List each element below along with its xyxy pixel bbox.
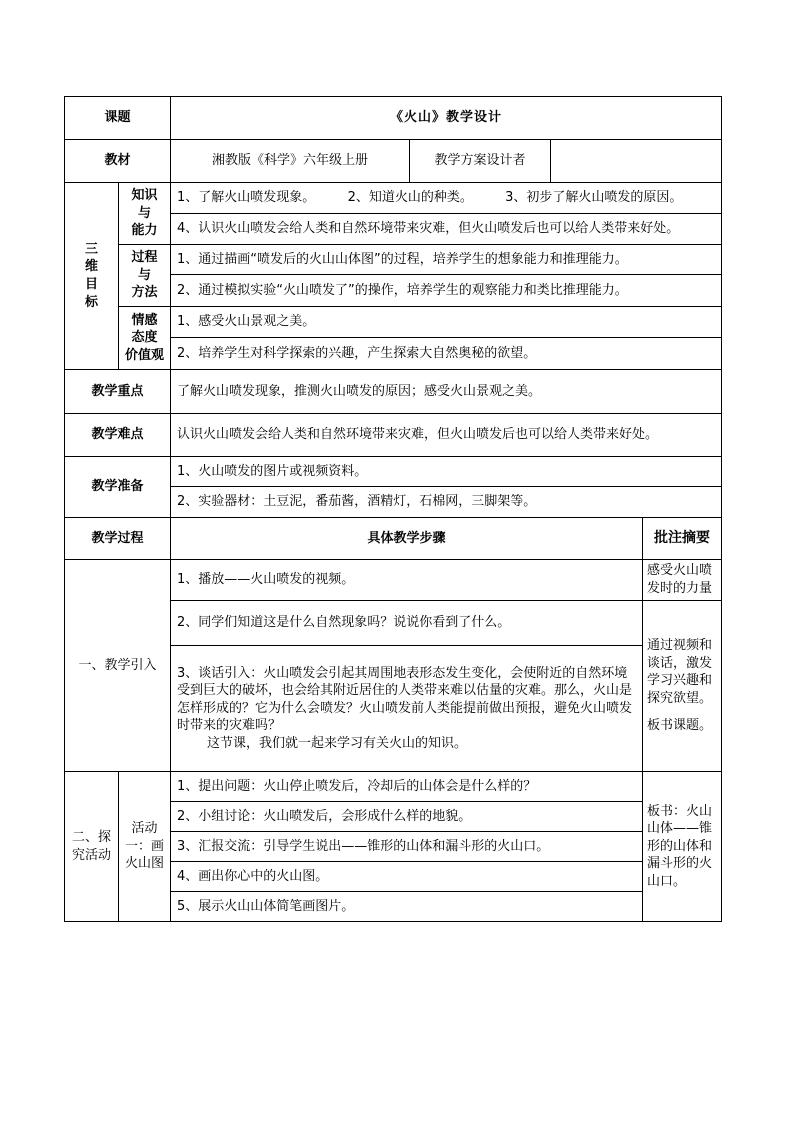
preparation-row-1 xyxy=(65,457,722,487)
side-char: 三 xyxy=(84,241,98,257)
explore-activity-label: 活动一：画火山图 xyxy=(119,772,171,922)
process-item: 2、通过模拟实验“火山喷发了”的操作，培养学生的观察能力和类比推理能力。 xyxy=(171,275,722,307)
intro-step: 2、同学们知道这是什么自然现象吗？说说你看到了什么。 xyxy=(171,601,643,646)
knowledge-label-line: 与 xyxy=(138,205,152,221)
intro-note-text: 通过视频和谈话，激发学习兴趣和探究欲望。 xyxy=(647,638,713,706)
emotion-item: 2、培养学生对科学探索的兴趣，产生探索大自然奥秘的欲望。 xyxy=(171,338,722,370)
process-label-line: 方法 xyxy=(131,285,158,301)
emotion-label xyxy=(119,307,171,370)
preparation-item: 2、实验器材：土豆泥，番茄酱，酒精灯，石棉网，三脚架等。 xyxy=(171,487,722,518)
explore-step: 2、小组讨论：火山喷发后，会形成什么样的地貌。 xyxy=(171,802,643,832)
intro-note-text: 板书课题。 xyxy=(647,718,713,734)
process-row-1 xyxy=(65,245,722,275)
intro-section-label: 一、教学引入 xyxy=(65,560,171,772)
process-item: 1、通过描画“喷发后的火山山体图”的过程，培养学生的想象能力和推理能力。 xyxy=(171,245,722,275)
knowledge-row-1 xyxy=(65,183,722,214)
difficulties-text: 认识火山喷发会给人类和自然环境带来灾难，但火山喷发后也可以给人类带来好处。 xyxy=(171,414,722,457)
difficulties-label: 教学难点 xyxy=(65,414,171,457)
side-char: 维 xyxy=(84,259,98,275)
emotion-label-line: 态度 xyxy=(131,330,158,346)
intro-step: 3、谈话引入：火山喷发会引起其周围地表形态发生变化，会使附近的自然环境受到巨大的破坏，也会给其附近居住的人类带来难以估量的灾难。那么，火山是怎样形成的？它为什么会喷发？火山喷发前人类能提前做出预报，避免火山喷发时带来的灾难吗？ xyxy=(177,665,633,734)
explore-step-row-1 xyxy=(65,772,722,802)
knowledge-label-line: 能力 xyxy=(131,223,158,239)
page-title: 《火山》教学设计 xyxy=(171,97,722,140)
intro-note-2 xyxy=(643,601,722,772)
process-label-line: 与 xyxy=(138,267,152,283)
knowledge-label xyxy=(119,183,171,245)
preparation-label: 教学准备 xyxy=(65,457,171,518)
title-row xyxy=(65,97,722,140)
material-row xyxy=(65,140,722,183)
intro-step: 1、播放——火山喷发的视频。 xyxy=(171,560,643,601)
knowledge-item: 3、初步了解火山喷发的原因。 xyxy=(505,190,683,206)
difficulties-row xyxy=(65,414,722,457)
explore-note: 板书：火山山体——锥形的山体和漏斗形的火山口。 xyxy=(643,772,722,922)
lesson-plan-table xyxy=(64,96,722,922)
explore-step: 5、展示火山山体简笔画图片。 xyxy=(171,892,643,922)
explore-step: 3、汇报交流：引导学生说出——锥形的山体和漏斗形的火山口。 xyxy=(171,832,643,862)
knowledge-item: 1、了解火山喷发现象。 xyxy=(177,190,316,206)
explore-step: 1、提出问题：火山停止喷发后，冷却后的山体会是什么样的？ xyxy=(171,772,643,802)
intro-step: 这节课，我们就一起来学习有关火山的知识。 xyxy=(207,735,468,751)
designer-label: 教学方案设计者 xyxy=(410,140,551,183)
objectives-side-label xyxy=(65,183,119,370)
emotion-row-1 xyxy=(65,307,722,338)
key-points-text: 了解火山喷发现象，推测火山喷发的原因；感受火山景观之美。 xyxy=(171,370,722,414)
process-header-row xyxy=(65,518,722,560)
material-value: 湘教版《科学》六年级上册 xyxy=(171,140,410,183)
intro-step-paragraph xyxy=(171,646,643,772)
emotion-item: 1、感受火山景观之美。 xyxy=(171,307,722,338)
emotion-label-line: 价值观 xyxy=(125,347,165,363)
key-points-row xyxy=(65,370,722,414)
side-char: 目 xyxy=(84,277,98,292)
steps-header-label: 具体教学步骤 xyxy=(171,518,643,560)
process-label-line: 过程 xyxy=(131,250,158,266)
knowledge-item: 4、认识火山喷发会给人类和自然环境带来灾难，但火山喷发后也可以给人类带来好处。 xyxy=(171,214,722,245)
material-label: 教材 xyxy=(65,140,171,183)
knowledge-label-line: 知识 xyxy=(131,188,158,204)
designer-value xyxy=(551,140,722,183)
explore-step: 4、画出你心中的火山图。 xyxy=(171,862,643,892)
topic-label: 课题 xyxy=(65,97,171,140)
process-header-label: 教学过程 xyxy=(65,518,171,560)
emotion-label-line: 情感 xyxy=(131,312,158,328)
explore-section-label: 二、探究活动 xyxy=(65,772,119,922)
preparation-item: 1、火山喷发的图片或视频资料。 xyxy=(171,457,722,487)
key-points-label: 教学重点 xyxy=(65,370,171,414)
side-char: 标 xyxy=(84,294,98,310)
knowledge-items-line xyxy=(171,183,722,214)
process-label xyxy=(119,245,171,307)
intro-step-row-1 xyxy=(65,560,722,601)
notes-header-label: 批注摘要 xyxy=(643,518,722,560)
knowledge-item: 2、知道火山的种类。 xyxy=(347,190,473,206)
intro-note-1: 感受火山喷发时的力量 xyxy=(643,560,722,601)
